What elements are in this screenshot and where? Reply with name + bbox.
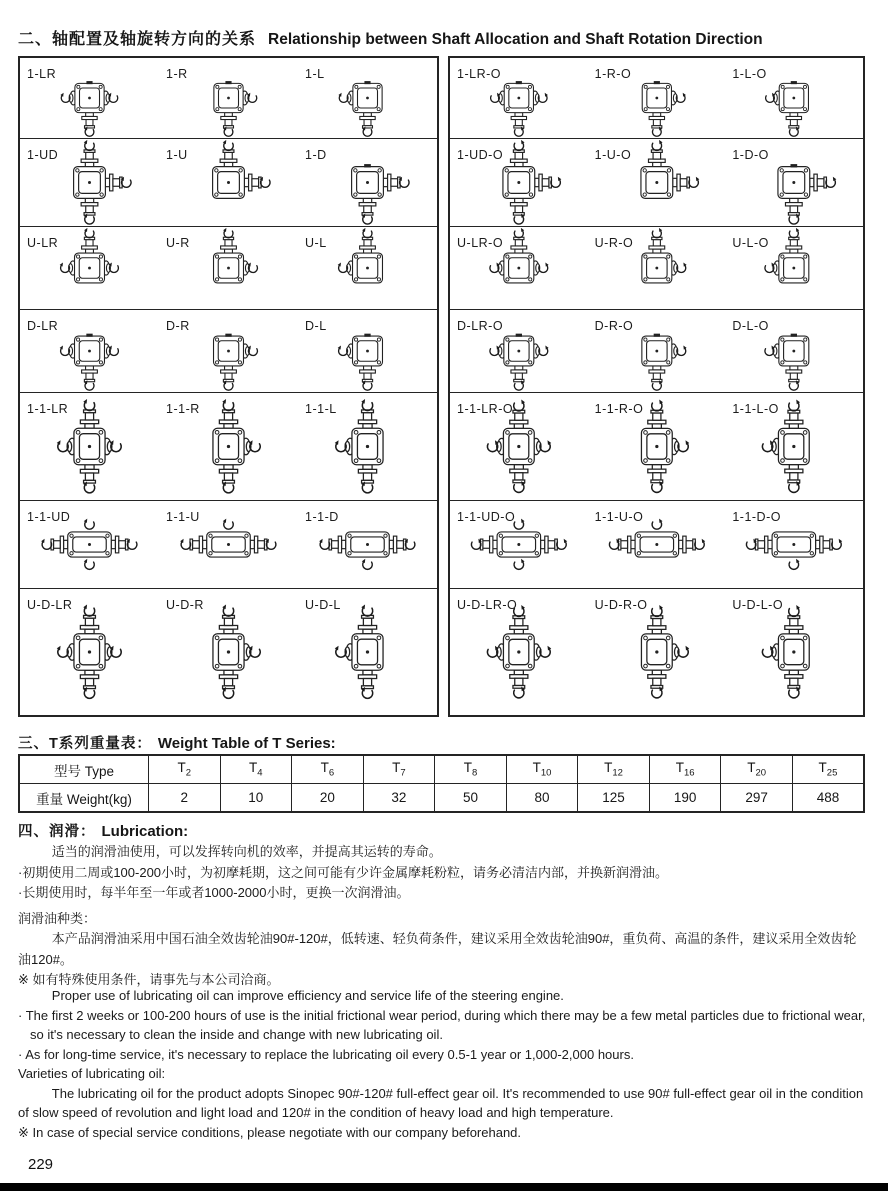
shaft-cell [588, 139, 726, 226]
shaft-config-label: 1-1-UD-O [457, 510, 516, 524]
shaft-cell [298, 589, 437, 715]
lubrication-line: 适当的润滑油使用，可以发挥转向机的效率，并提高其运转的寿命。 [51, 844, 442, 859]
shaft-config-label: 1-LR [27, 67, 57, 81]
shaft-config-label: 1-1-U [166, 510, 200, 524]
lubrication-heading [18, 820, 188, 841]
lubrication-heading-en: Lubrication: [101, 823, 189, 840]
shaft-cell [450, 393, 588, 500]
shaft-config-label: U-R-O [594, 236, 634, 250]
lubrication-line: ·初期使用二周或100-200小时，为初摩耗期，这之间可能有少许金属摩耗粉粒，请务必清洁内部，并换新润滑油。 [18, 864, 669, 880]
lubrication-line: 本产品润滑油采用中国石油全效齿轮油90#-120#，低转速、轻负荷条件，建议采用全效齿轮油90#，重负荷、高温的条件，建议采用全效齿轮油120#。 [18, 931, 857, 967]
shaft-config-label: 1-1-U-O [594, 510, 644, 524]
shaft-cell [298, 58, 437, 138]
shaft-config-label: U-LR-O [457, 236, 504, 250]
shaft-cell [159, 393, 298, 500]
shaft-cell [725, 227, 863, 309]
shaft-cell [450, 58, 588, 138]
shaft-config-label: U-D-R-O [594, 598, 648, 612]
shaft-cell [450, 139, 588, 226]
shaft-config-label: U-D-R [166, 598, 204, 612]
shaft-config-label: 1-R-O [594, 67, 632, 81]
type-cell: $T_6$ [292, 755, 364, 784]
shaft-config-label: 1-U [166, 148, 188, 162]
shaft-grid-row [450, 58, 863, 139]
shaft-config-label: U-L-O [732, 236, 769, 250]
type-cell: $T_8$ [435, 755, 507, 784]
weight-table-heading-en: Weight Table of T Series: [157, 735, 336, 752]
shaft-config-label: 1-UD [27, 148, 59, 162]
shaft-config-label: 1-D [305, 148, 327, 162]
shaft-grid-row [20, 227, 437, 310]
lubrication-line: Varieties of lubricating oil: [18, 1066, 166, 1081]
shaft-grid-row [450, 227, 863, 310]
shaft-cell [725, 310, 863, 392]
shaft-cell [588, 501, 726, 588]
shaft-config-label: 1-LR-O [457, 67, 501, 81]
shaft-config-label: U-D-LR-O [457, 598, 518, 612]
page-number: 229 [28, 1156, 54, 1173]
shaft-grid-row [20, 139, 437, 227]
page-title-zh: 二、轴配置及轴旋转方向的关系 [18, 31, 257, 48]
shaft-config-label: D-R [166, 319, 190, 333]
lubrication-line: ·长期使用时，每半年至一年或者1000-2000小时，更换一次润滑油。 [18, 885, 410, 900]
shaft-grid-standard [18, 56, 439, 717]
shaft-cell [725, 139, 863, 226]
weight-cell: 488 [792, 784, 864, 813]
type-cell: $T_7$ [363, 755, 435, 784]
shaft-config-label: 1-1-L-O [732, 402, 779, 416]
lubrication-line: ※ 如有特殊使用条件，请事先与本公司洽商。 [18, 972, 280, 987]
weight-cell: 190 [649, 784, 721, 813]
shaft-cell [725, 589, 863, 715]
type-cell: $T_{25}$ [792, 755, 864, 784]
shaft-grid-row [20, 58, 437, 139]
type-cell: $T_{20}$ [721, 755, 793, 784]
shaft-cell [298, 227, 437, 309]
shaft-cell [159, 310, 298, 392]
shaft-cell [725, 501, 863, 588]
shaft-config-label: 1-1-D-O [732, 510, 781, 524]
shaft-config-label: 1-D-O [732, 148, 769, 162]
shaft-config-label: D-R-O [594, 319, 634, 333]
weight-table [18, 754, 865, 813]
lubrication-line: The lubricating oil for the product adopts Sinopec 90#-120# full-effect gear oil. It's recommended to use 90# full-effect gear oil in the condition of slow speed of revolution and light load and 120# in the condition of heavy load and high temperature. [18, 1085, 864, 1120]
page-title-en: Relationship between Shaft Allocation and Shaft Rotation Direction [268, 31, 763, 48]
type-cell: $T_2$ [149, 755, 221, 784]
weight-cell: 2 [149, 784, 221, 813]
shaft-grid-row [20, 501, 437, 589]
shaft-config-label: 1-1-L [305, 402, 337, 416]
shaft-allocation-grid [18, 56, 865, 717]
weight-cell: 32 [363, 784, 435, 813]
shaft-grid-row [450, 589, 863, 715]
shaft-config-label: D-LR [27, 319, 59, 333]
shaft-cell [159, 58, 298, 138]
shaft-cell [588, 227, 726, 309]
shaft-cell [725, 58, 863, 138]
shaft-cell [450, 501, 588, 588]
shaft-cell [450, 589, 588, 715]
shaft-grid-opposite [448, 56, 865, 717]
shaft-cell [20, 501, 159, 588]
shaft-config-label: U-R [166, 236, 190, 250]
shaft-cell [450, 227, 588, 309]
shaft-config-label: 1-UD-O [457, 148, 504, 162]
shaft-config-label: 1-1-UD [27, 510, 71, 524]
shaft-config-label: D-L [305, 319, 327, 333]
shaft-config-label: D-L-O [732, 319, 769, 333]
shaft-cell [298, 310, 437, 392]
shaft-cell [159, 227, 298, 309]
weight-cell: 10 [220, 784, 292, 813]
type-cell: $T_{16}$ [649, 755, 721, 784]
shaft-cell [20, 589, 159, 715]
shaft-grid-row [20, 310, 437, 393]
lubrication-text-zh [18, 842, 867, 991]
shaft-cell [20, 139, 159, 226]
shaft-cell [588, 589, 726, 715]
lubrication-line: · As for long-time service, it's necessary to replace the lubricating oil every 0.5-1 year or 1,000-2,000 hours. [18, 1046, 634, 1062]
shaft-cell [159, 589, 298, 715]
weight-cell: 297 [721, 784, 793, 813]
shaft-config-label: U-LR [27, 236, 59, 250]
shaft-grid-row [450, 393, 863, 501]
shaft-cell [588, 310, 726, 392]
shaft-cell [588, 58, 726, 138]
shaft-grid-row [450, 501, 863, 589]
shaft-config-label: 1-R [166, 67, 188, 81]
shaft-cell [588, 393, 726, 500]
shaft-grid-row [450, 310, 863, 393]
shaft-config-label: U-D-L [305, 598, 341, 612]
lubrication-line: Proper use of lubricating oil can improve efficiency and service life of the steering engine. [51, 988, 564, 1003]
shaft-config-label: U-L [305, 236, 327, 250]
shaft-grid-row [450, 139, 863, 227]
shaft-cell [725, 393, 863, 500]
shaft-config-label: 1-1-R-O [594, 402, 644, 416]
weight-table-heading-zh: 三、T系列重量表： [18, 736, 152, 752]
shaft-grid-row [20, 393, 437, 501]
lubrication-line: 润滑油种类： [18, 910, 97, 926]
shaft-config-label: 1-L [305, 67, 325, 81]
shaft-cell [20, 393, 159, 500]
shaft-config-label: U-D-L-O [732, 598, 784, 612]
shaft-cell [20, 58, 159, 138]
shaft-config-label: 1-1-LR [27, 402, 69, 416]
shaft-cell [298, 139, 437, 226]
page-title [18, 26, 763, 49]
shaft-cell [20, 227, 159, 309]
weight-row-header: 重量 Weight(kg) [19, 784, 149, 813]
shaft-config-label: 1-L-O [732, 67, 767, 81]
shaft-config-label: D-LR-O [457, 319, 504, 333]
weight-cell: 20 [292, 784, 364, 813]
weight-table-heading [18, 732, 336, 753]
lubrication-line: ※ In case of special service conditions, please negotiate with our company beforehand. [18, 1124, 522, 1140]
shaft-cell [298, 501, 437, 588]
type-row-header: 型号 Type [19, 755, 149, 784]
shaft-config-label: 1-1-R [166, 402, 200, 416]
shaft-cell [159, 501, 298, 588]
type-cell: $T_{10}$ [506, 755, 578, 784]
shaft-config-label: 1-1-D [305, 510, 339, 524]
type-cell: $T_{12}$ [578, 755, 650, 784]
weight-cell: 50 [435, 784, 507, 813]
shaft-cell [159, 139, 298, 226]
weight-cell: 80 [506, 784, 578, 813]
weight-cell: 125 [578, 784, 650, 813]
lubrication-heading-zh: 四、润滑： [18, 824, 96, 840]
shaft-config-label: 1-U-O [594, 148, 632, 162]
lubrication-text-en [18, 986, 867, 1142]
shaft-cell [298, 393, 437, 500]
lubrication-line: · The first 2 weeks or 100-200 hours of use is the initial frictional wear period, during which there may be a few metal particles due to frictional wear, so it's necessary to clean the inside and change with new lubricating oil. [18, 1007, 866, 1042]
footer-bar [0, 1183, 888, 1191]
shaft-cell [20, 310, 159, 392]
shaft-grid-row [20, 589, 437, 715]
shaft-config-label: 1-1-LR-O [457, 402, 514, 416]
type-cell: $T_4$ [220, 755, 292, 784]
shaft-config-label: U-D-LR [27, 598, 73, 612]
shaft-cell [450, 310, 588, 392]
